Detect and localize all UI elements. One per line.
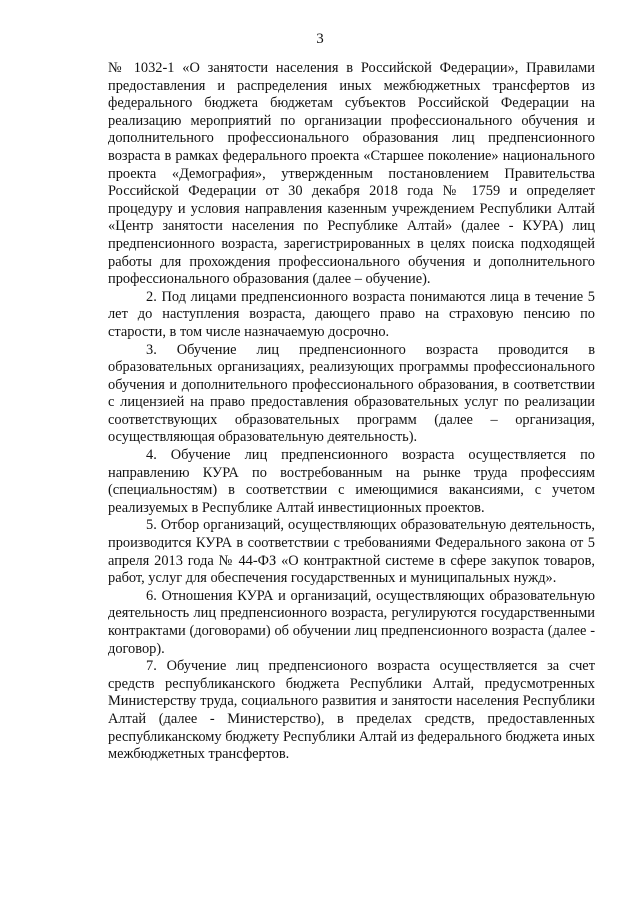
paragraph-continuation: № 1032-1 «О занятости населения в Российской Федерации», Правилами предоставления и распределения иных межбюджетных трансфертов из федерального бюджета бюджетам субъектов Российской Федерации на реализацию мероприятий по организации профессионального обучения и дополнительного профессионального образования лиц предпенсионного возраста в рамках федерального проекта «Старшее поколение» национального проекта «Демография», утвержденным постановлением Правительства Российской Федерации от 30 декабря 2018 года № 1759 и определяет процедуру и условия направления казенным учреждением Республики Алтай «Центр занятости населения по Республике Алтай» (далее - КУРА) лиц предпенсионного возраста, зарегистрированных в целях поиска подходящей работы для прохождения профессионального обучения и дополнительного профессионального образования (далее – обучение).	[108, 60, 595, 288]
paragraph-3: 3. Обучение лиц предпенсионного возраста проводится в образовательных организациях, реализующих программы профессионального обучения и дополнительного профессионального образования, в соответствии с лицензией на право предоставления образовательных услуг по реализации соответствующих образовательных программ (далее – организация, осуществляющая образовательную деятельность).	[108, 341, 595, 446]
paragraph-2: 2. Под лицами предпенсионного возраста понимаются лица в течение 5 лет до наступления возраста, дающего право на страховую пенсию по старости, в том числе назначаемую досрочно.	[108, 288, 595, 340]
paragraph-7: 7. Обучение лиц предпенсионого возраста осуществляется за счет средств республиканского бюджета Республики Алтай, предусмотренных Министерству труда, социального развития и занятости населения Республики Алтай (далее - Министерство), в пределах средств, предоставленных республиканскому бюджету Республики Алтай из федерального бюджета иных межбюджетных трансфертов.	[108, 658, 595, 763]
paragraph-6: 6. Отношения КУРА и организаций, осуществляющих образовательную деятельность лиц предпенсионного возраста, регулируются государственными контрактами (договорами) об обучении лиц предпенсионного возраста (далее - договор).	[108, 587, 595, 657]
paragraph-4: 4. Обучение лиц предпенсионного возраста осуществляется по направлению КУРА по востребованным на рынке труда профессиям (специальностям) в соответствии с имеющимися вакансиями, с учетом реализуемых в Республике Алтай инвестиционных проектов.	[108, 447, 595, 516]
document-body	[108, 60, 595, 764]
page-number: 3	[316, 31, 324, 47]
paragraph-5: 5. Отбор организаций, осуществляющих образовательную деятельность, производится КУРА в соответствии с требованиями Федерального закона от 5 апреля 2013 года № 44-ФЗ «О контрактной системе в сфере закупок товаров, работ, услуг для обеспечения государственных и муниципальных нужд».	[108, 517, 595, 587]
